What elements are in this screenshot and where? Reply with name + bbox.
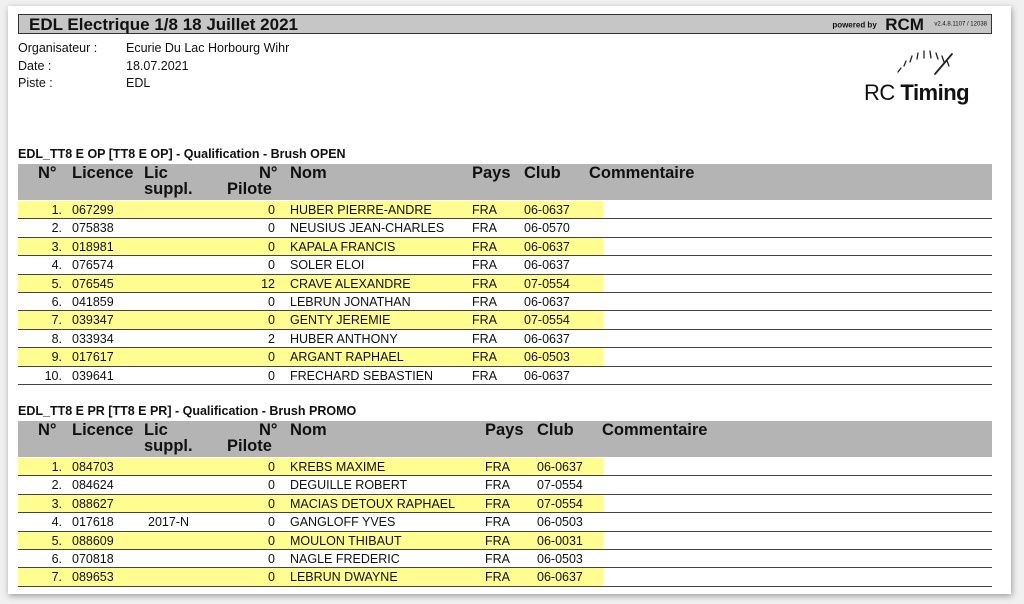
cell-name: ARGANT RAPHAEL [290, 350, 404, 365]
col-pilot-top: N° [259, 421, 278, 439]
meta-value: 18.07.2021 [126, 58, 189, 73]
cell-country: FRA [485, 533, 510, 548]
cell-country: FRA [472, 368, 497, 383]
cell-name: GENTY JEREMIE [290, 313, 391, 328]
cell-country: FRA [472, 221, 497, 236]
cell-country: FRA [485, 515, 510, 530]
cell-licence: 018981 [72, 239, 114, 254]
cell-licence: 089653 [72, 570, 114, 585]
cell-no: 1. [51, 460, 62, 474]
table-body-promo [18, 458, 992, 587]
table-row [18, 476, 992, 494]
col-comment: Commentaire [589, 164, 695, 182]
cell-name: SOLER ELOI [290, 258, 365, 273]
cell-country: FRA [472, 258, 497, 273]
cell-name: HUBER ANTHONY [290, 331, 398, 346]
cell-club: 06-0637 [524, 239, 570, 254]
table-row [18, 238, 992, 256]
cell-pilot: 0 [268, 368, 275, 383]
cell-no: 10. [44, 368, 62, 383]
col-pilot-bottom: Pilote [227, 180, 272, 198]
cell-licence: 017617 [72, 350, 114, 365]
section-title-open: EDL_TT8 E OP [TT8 E OP] - Qualification - Brush OPEN [18, 147, 346, 161]
col-pilot-top: N° [259, 164, 278, 182]
meta-row-date [18, 58, 289, 76]
cell-no: 6. [51, 551, 62, 566]
cell-club: 06-0031 [537, 533, 583, 548]
cell-country: FRA [485, 570, 510, 585]
cell-licence: 067299 [72, 203, 114, 217]
cell-no: 9. [51, 350, 62, 365]
cell-no: 5. [51, 533, 62, 548]
cell-pilot: 0 [268, 294, 275, 309]
cell-no: 3. [51, 239, 62, 254]
rc-timing-logo [864, 44, 994, 114]
cell-licence: 039347 [72, 313, 114, 328]
section-title-promo: EDL_TT8 E PR [TT8 E PR] - Qualification - Brush PROMO [18, 404, 357, 418]
table-row [18, 458, 992, 476]
cell-pilot: 0 [268, 551, 275, 566]
cell-no: 2. [51, 221, 62, 236]
table-row [18, 532, 992, 550]
col-lic-bottom: suppl. [144, 437, 193, 455]
col-name: Nom [290, 164, 327, 182]
cell-pilot: 0 [268, 350, 275, 365]
cell-no: 4. [51, 258, 62, 273]
meta-row-track [18, 75, 289, 93]
cell-country: FRA [485, 551, 510, 566]
cell-pilot: 0 [268, 313, 275, 328]
col-club: Club [524, 164, 561, 182]
cell-club: 06-0637 [524, 368, 570, 383]
meta-label: Date : [18, 58, 52, 73]
cell-club: 06-0637 [524, 203, 570, 217]
cell-club: 07-0554 [537, 478, 583, 493]
cell-pilot: 0 [268, 258, 275, 273]
cell-pilot: 0 [268, 221, 275, 236]
cell-name: LEBRUN DWAYNE [290, 570, 398, 585]
cell-no: 2. [51, 478, 62, 493]
meta-row-organizer [18, 40, 289, 58]
cell-pilot: 12 [261, 276, 275, 291]
col-no: N° [38, 421, 57, 439]
cell-licence: 075838 [72, 221, 114, 236]
event-meta [18, 40, 289, 93]
cell-licence: 088609 [72, 533, 114, 548]
cell-country: FRA [485, 478, 510, 493]
cell-club: 07-0554 [524, 276, 570, 291]
cell-name: LEBRUN JONATHAN [290, 294, 411, 309]
col-licence: Licence [72, 421, 134, 439]
meta-label: Piste : [18, 76, 53, 90]
cell-club: 06-0637 [537, 570, 583, 585]
table-row [18, 330, 992, 348]
cell-no: 1. [51, 203, 62, 217]
cell-pilot: 0 [268, 533, 275, 548]
cell-club: 06-0637 [524, 331, 570, 346]
cell-club: 06-0637 [524, 294, 570, 309]
gauge-icon [888, 44, 968, 80]
cell-club: 07-0554 [524, 313, 570, 328]
cell-licence: 076545 [72, 276, 114, 291]
cell-pilot: 0 [268, 515, 275, 530]
col-pilot-bottom: Pilote [227, 437, 272, 455]
cell-pilot: 0 [268, 496, 275, 511]
meta-value: Ecurie Du Lac Horbourg Wihr [126, 41, 290, 55]
cell-club: 06-0503 [524, 350, 570, 365]
logo-text [864, 80, 969, 106]
cell-club: 06-0570 [524, 221, 570, 236]
cell-licence: 076574 [72, 258, 114, 273]
cell-no: 7. [51, 313, 62, 328]
col-name: Nom [290, 421, 327, 439]
cell-pilot: 0 [268, 203, 275, 217]
cell-licence: 084703 [72, 460, 114, 474]
col-country: Pays [485, 421, 524, 439]
col-no: N° [38, 164, 57, 182]
cell-name: HUBER PIERRE-ANDRE [290, 203, 432, 217]
version-label: v2.4.8.1107 / 12038 [934, 21, 987, 28]
table-row [18, 275, 992, 293]
cell-country: FRA [472, 276, 497, 291]
cell-name: NAGLE FREDERIC [290, 551, 400, 566]
cell-country: FRA [472, 350, 497, 365]
cell-licence: 041859 [72, 294, 114, 309]
cell-club: 06-0503 [537, 551, 583, 566]
meta-value: EDL [126, 76, 151, 90]
cell-no: 3. [51, 496, 62, 511]
page-title: EDL Electrique 1/8 18 Juillet 2021 [29, 15, 298, 34]
cell-licence: 039641 [72, 368, 114, 383]
cell-no: 6. [51, 294, 62, 309]
table-header-open [18, 164, 992, 200]
cell-no: 5. [51, 276, 62, 291]
cell-club: 06-0503 [537, 515, 583, 530]
col-club: Club [537, 421, 574, 439]
cell-country: FRA [472, 239, 497, 254]
cell-name: CRAVE ALEXANDRE [290, 276, 411, 291]
cell-name: MOULON THIBAUT [290, 533, 402, 548]
col-comment: Commentaire [602, 421, 708, 439]
cell-licence: 088627 [72, 496, 114, 511]
table-row [18, 367, 992, 385]
cell-club: 06-0637 [537, 460, 583, 474]
cell-country: FRA [472, 203, 497, 217]
table-row [18, 550, 992, 568]
cell-country: FRA [472, 313, 497, 328]
cell-name: GANGLOFF YVES [290, 515, 396, 530]
cell-country: FRA [472, 331, 497, 346]
cell-name: MACIAS DETOUX RAPHAEL [290, 496, 456, 511]
cell-no: 8. [51, 331, 62, 346]
table-row [18, 311, 992, 329]
col-country: Pays [472, 164, 511, 182]
col-lic-top: Lic [144, 164, 168, 182]
cell-country: FRA [472, 294, 497, 309]
table-row [18, 293, 992, 311]
cell-pilot: 0 [268, 239, 275, 254]
meta-label: Organisateur : [18, 41, 98, 55]
table-row [18, 513, 992, 531]
cell-no: 7. [51, 570, 62, 585]
cell-club: 06-0637 [524, 258, 570, 273]
cell-name: FRECHARD SEBASTIEN [290, 368, 434, 383]
cell-no: 4. [51, 515, 62, 530]
cell-licence: 033934 [72, 331, 114, 346]
cell-country: FRA [485, 496, 510, 511]
cell-name: KAPALA FRANCIS [290, 239, 396, 254]
cell-name: NEUSIUS JEAN-CHARLES [290, 221, 445, 236]
cell-club: 07-0554 [537, 496, 583, 511]
cell-pilot: 2 [268, 331, 275, 346]
brand-name: RCM [885, 15, 924, 35]
table-body-open [18, 201, 992, 385]
table-row [18, 256, 992, 274]
logo-rc: RC [864, 80, 895, 105]
table-row [18, 495, 992, 513]
col-licence: Licence [72, 164, 134, 182]
title-bar [18, 14, 992, 34]
logo-timing: Timing [900, 80, 970, 105]
cell-country: FRA [485, 460, 510, 474]
cell-licence: 017618 [72, 515, 114, 530]
col-lic-top: Lic [144, 421, 168, 439]
cell-name: DEGUILLE ROBERT [290, 478, 408, 493]
cell-licence: 070818 [72, 551, 114, 566]
table-header-promo [18, 421, 992, 457]
cell-pilot: 0 [268, 570, 275, 585]
cell-lic-suppl: 2017-N [148, 515, 189, 530]
cell-pilot: 0 [268, 460, 275, 474]
table-row [18, 348, 992, 366]
table-row [18, 568, 992, 586]
powered-by-label: powered by [832, 20, 877, 30]
cell-name: KREBS MAXIME [290, 460, 386, 474]
cell-pilot: 0 [268, 478, 275, 493]
col-lic-bottom: suppl. [144, 180, 193, 198]
cell-licence: 084624 [72, 478, 114, 493]
table-row [18, 201, 992, 219]
powered-by [832, 15, 987, 34]
table-row [18, 219, 992, 237]
